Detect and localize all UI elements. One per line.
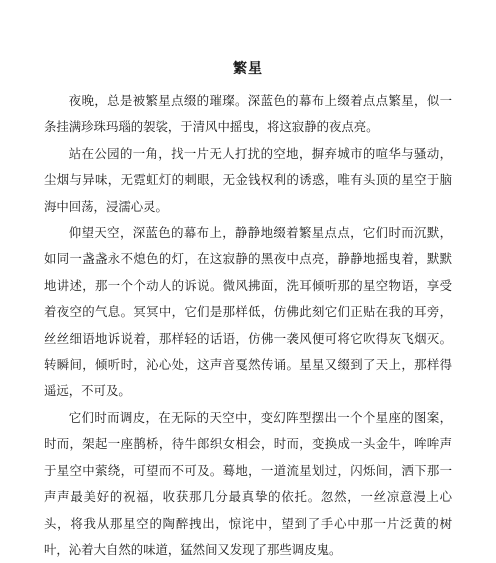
article-paragraph-2: 站在公园的一角，找一片无人打扰的空地，摒弃城市的喧华与骚动，尘烟与异味，无霓虹灯的刺眼，无金钱权利的诱惑，唯有头顶的星空于脑海中回荡，浸濡心灵。: [44, 145, 452, 214]
article-paragraph-1: 夜晚，总是被繁星点缀的璀璨。深蓝色的幕布上缀着点点繁星，似一条挂满珍珠玛瑙的袈裟，于清风中摇曳，将这寂静的夜点亮。: [44, 93, 452, 135]
article-paragraph-3: 仰望天空，深蓝色的幕布上，静静地缀着繁星点点，它们时而沉默，如同一盏盏永不熄色的灯，在这寂静的黑夜中点亮，静静地摇曳着，默默地讲述，那一个个动人的诉说。微风拂面，洗耳倾听那的星空物语，享受着夜空的气息。冥冥中，它们是那样低，仿佛此刻它们正贴在我的耳旁，丝丝细语地诉说着，那样轻的话语，仿佛一袭风便可将它吹得灰飞烟灭。转瞬间，倾听时，沁心处，这声音戛然传诵。星星又缀到了天上，那样得遥远，不可及。: [44, 225, 452, 399]
article-paragraph-4: 它们时而调皮，在无际的天空中，变幻阵型摆出一个个星座的图案，时而，架起一座鹊桥，待牛郎织女相会，时而，变换成一头金牛，哞哞声于星空中萦绕，可望而不可及。蓦地，一道流星划过，闪烁间，洒下那一声声最美好的祝福，收获那几分最真挚的依托。忽然，一丝凉意漫上心头，将我从那星空的陶醉拽出，惊诧中，望到了手心中那一片泛黄的树叶，沁着大自然的味道，猛然间又发现了那些调皮鬼。: [44, 409, 452, 557]
article-title: 繁星: [233, 61, 263, 77]
